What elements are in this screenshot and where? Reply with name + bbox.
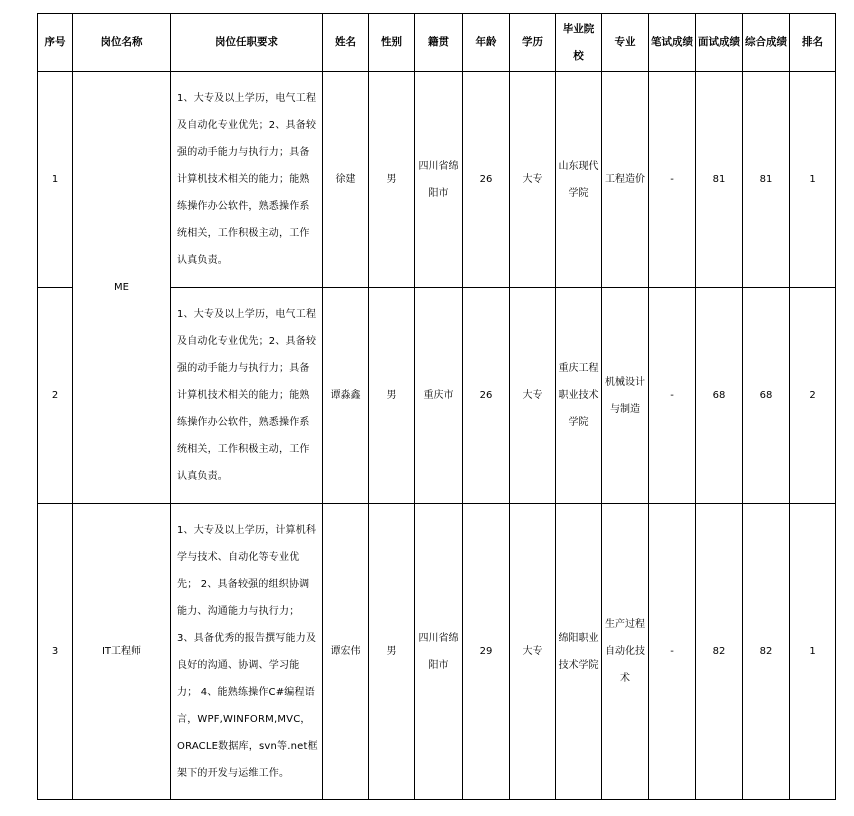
- header-total: 综合成绩: [743, 14, 790, 72]
- cell-written: -: [649, 72, 696, 288]
- cell-seq: 3: [38, 504, 73, 800]
- cell-major: 生产过程自动化技术: [602, 504, 649, 800]
- cell-major: 工程造价: [602, 72, 649, 288]
- header-school: 毕业院校: [556, 14, 602, 72]
- table-row: [38, 72, 836, 288]
- cell-gender: 男: [369, 288, 415, 504]
- header-major: 专业: [602, 14, 649, 72]
- cell-total: 68: [743, 288, 790, 504]
- header-seq: 序号: [38, 14, 73, 72]
- cell-major: 机械设计与制造: [602, 288, 649, 504]
- cell-name: 徐建: [323, 72, 369, 288]
- cell-age: 26: [463, 288, 510, 504]
- cell-age: 29: [463, 504, 510, 800]
- cell-education: 大专: [510, 504, 556, 800]
- header-origin: 籍贯: [415, 14, 463, 72]
- header-name: 姓名: [323, 14, 369, 72]
- cell-origin: 四川省绵阳市: [415, 72, 463, 288]
- cell-interview: 81: [696, 72, 743, 288]
- cell-age: 26: [463, 72, 510, 288]
- cell-requirements: 1、大专及以上学历，电气工程及自动化专业优先；2、具备较强的动手能力与执行力；具备计算机技术相关的能力；能熟练操作办公软件，熟悉操作系统相关，工作积极主动，工作认真负责。: [171, 288, 323, 504]
- cell-name: 谭宏伟: [323, 504, 369, 800]
- cell-seq: 2: [38, 288, 73, 504]
- results-table: [37, 13, 836, 800]
- header-requirements: 岗位任职要求: [171, 14, 323, 72]
- cell-gender: 男: [369, 72, 415, 288]
- cell-name: 谭淼鑫: [323, 288, 369, 504]
- cell-education: 大专: [510, 72, 556, 288]
- cell-origin: 四川省绵阳市: [415, 504, 463, 800]
- cell-total: 82: [743, 504, 790, 800]
- cell-rank: 2: [790, 288, 836, 504]
- cell-seq: 1: [38, 72, 73, 288]
- cell-interview: 68: [696, 288, 743, 504]
- header-education: 学历: [510, 14, 556, 72]
- cell-written: -: [649, 288, 696, 504]
- cell-origin: 重庆市: [415, 288, 463, 504]
- cell-gender: 男: [369, 504, 415, 800]
- cell-school: 绵阳职业技术学院: [556, 504, 602, 800]
- cell-rank: 1: [790, 72, 836, 288]
- header-position: 岗位名称: [73, 14, 171, 72]
- cell-requirements: 1、大专及以上学历，电气工程及自动化专业优先；2、具备较强的动手能力与执行力；具备计算机技术相关的能力；能熟练操作办公软件，熟悉操作系统相关，工作积极主动，工作认真负责。: [171, 72, 323, 288]
- header-written: 笔试成绩: [649, 14, 696, 72]
- table-row: [38, 504, 836, 800]
- header-rank: 排名: [790, 14, 836, 72]
- cell-interview: 82: [696, 504, 743, 800]
- cell-requirements: 1、大专及以上学历，计算机科学与技术、自动化等专业优先； 2、具备较强的组织协调能力、沟通能力与执行力； 3、具备优秀的报告撰写能力及良好的沟通、协调、学习能力； 4、能熟练操作C#编程语言，WPF,WINFORM,MVC，ORACLE数据库，svn等.net框架下的开发与运维工作。: [171, 504, 323, 800]
- header-row: [38, 14, 836, 72]
- cell-written: -: [649, 504, 696, 800]
- cell-school: 重庆工程职业技术学院: [556, 288, 602, 504]
- cell-school: 山东现代学院: [556, 72, 602, 288]
- header-age: 年龄: [463, 14, 510, 72]
- cell-education: 大专: [510, 288, 556, 504]
- header-gender: 性别: [369, 14, 415, 72]
- cell-total: 81: [743, 72, 790, 288]
- header-interview: 面试成绩: [696, 14, 743, 72]
- cell-position: IT工程师: [73, 504, 171, 800]
- cell-position: ME: [73, 72, 171, 504]
- cell-rank: 1: [790, 504, 836, 800]
